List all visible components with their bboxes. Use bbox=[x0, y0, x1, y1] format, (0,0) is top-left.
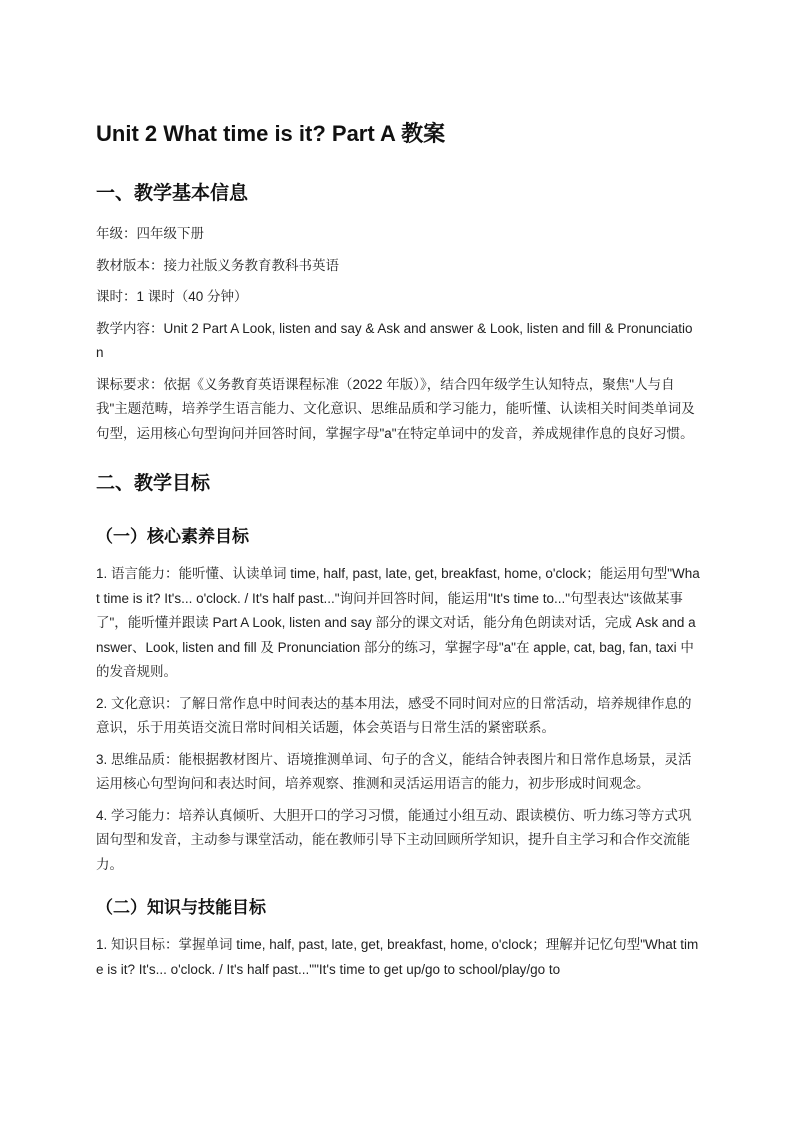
info-standard: 课标要求：依据《义务教育英语课程标准（2022 年版）》，结合四年级学生认知特点，聚焦"人与自我"主题范畴，培养学生语言能力、文化意识、思维品质和学习能力，能听懂、认读相关时间类单词及句型，运用核心句型询问并回答时间，掌握字母"a"在特定单词中的发音，养成规律作息的良好习惯。 bbox=[96, 376, 695, 441]
section-heading-objectives: 二、教学目标 bbox=[96, 473, 211, 494]
subsection-heading-knowledge-skills: （二）知识与技能目标 bbox=[96, 898, 266, 917]
section-heading-basic-info: 一、教学基本信息 bbox=[96, 183, 249, 204]
goal-item-knowledge: 1. 知识目标：掌握单词 time, half, past, late, get, breakfast, home, o'clock；理解并记忆句型"What time is it? It's... o'clock. / It's half past...""It's time to get up/go to school/play/go to bbox=[96, 937, 699, 977]
info-period: 课时：1 课时（40 分钟） bbox=[96, 289, 248, 304]
goal-item-language: 1. 语言能力：能听懂、认读单词 time, half, past, late, get, breakfast, home, o'clock；能运用句型"What time is it? It's... o'clock. / It's half past..."询问并回答时间，能运用"It's time to..."句型表达"该做某事了"，能听懂并跟读 Part A Look, listen and say 部分的课文对话，能分角色朗读对话，完成 Ask and answer、Look, listen and fill 及 Pronunciation 部分的练习，掌握字母"a"在 apple, cat, bag, fan, taxi 中的发音规则。 bbox=[96, 566, 700, 679]
goal-item-learning: 4. 学习能力：培养认真倾听、大胆开口的学习习惯，能通过小组互动、跟读模仿、听力练习等方式巩固句型和发音，主动参与课堂活动，能在教师引导下主动回顾所学知识，提升自主学习和合作交流能力。 bbox=[96, 807, 692, 872]
info-grade: 年级：四年级下册 bbox=[96, 226, 204, 241]
info-content: 教学内容：Unit 2 Part A Look, listen and say & Ask and answer & Look, listen and fill & Pronunciation bbox=[96, 320, 693, 360]
document-page bbox=[96, 118, 700, 982]
subsection-heading-core-literacy: （一）核心素养目标 bbox=[96, 527, 249, 546]
goal-item-thinking: 3. 思维品质：能根据教材图片、语境推测单词、句子的含义，能结合钟表图片和日常作息场景，灵活运用核心句型询问和表达时间，培养观察、推测和灵活运用语言的能力，初步形成时间观念。 bbox=[96, 751, 692, 791]
document-title: Unit 2 What time is it? Part A 教案 bbox=[96, 121, 446, 146]
info-textbook: 教材版本：接力社版义务教育教科书英语 bbox=[96, 257, 339, 273]
goal-item-culture: 2. 文化意识：了解日常作息中时间表达的基本用法，感受不同时间对应的日常活动，培养规律作息的意识，乐于用英语交流日常时间相关话题，体会英语与日常生活的紧密联系。 bbox=[96, 695, 692, 735]
